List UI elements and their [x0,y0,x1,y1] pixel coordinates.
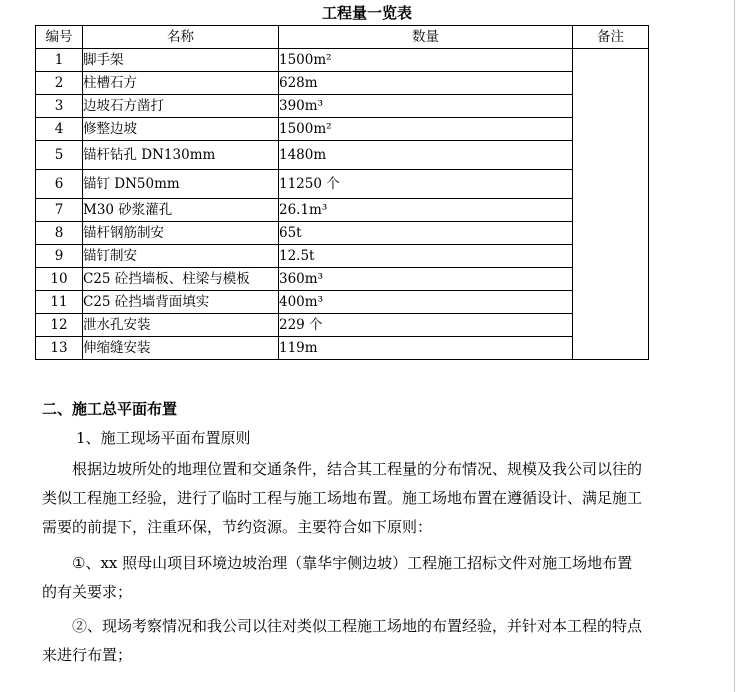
cell-name: 泄水孔安装 [83,314,279,337]
cell-name: 柱槽石方 [83,72,279,95]
cell-no: 7 [36,199,83,222]
cell-name: C25 砼挡墙背面填实 [83,291,279,314]
table-row [36,170,649,199]
cell-qty: 1500m² [279,49,573,72]
section-heading: 二、施工总平面布置 [42,400,178,418]
cell-qty: 360m³ [279,268,573,291]
header-name: 名称 [83,26,279,49]
paragraph: ①、xx 照母山项目环境边坡治理（靠华宇侧边坡）工程施工招标文件对施工场地布置的有关要求； [42,554,633,601]
table-row [36,314,649,337]
cell-no: 8 [36,222,83,245]
cell-no: 13 [36,337,83,360]
cell-qty: 65t [279,222,573,245]
cell-no: 11 [36,291,83,314]
cell-no: 12 [36,314,83,337]
cell-no: 9 [36,245,83,268]
header-qty: 数量 [279,26,573,49]
table-title: 工程量一览表 [321,4,412,22]
table-header-row [36,26,649,49]
cell-qty: 400m³ [279,291,573,314]
cell-name: 锚杆钢筋制安 [83,222,279,245]
cell-name: M30 砂浆灌孔 [83,199,279,222]
table-row [36,72,649,95]
header-remark: 备注 [573,26,649,49]
quantity-table [35,25,649,360]
cell-remark [573,49,649,360]
cell-name: 脚手架 [83,49,279,72]
cell-name: 锚杆钻孔 DN130mm [83,141,279,170]
table-row [36,222,649,245]
table-row [36,245,649,268]
cell-no: 10 [36,268,83,291]
cell-no: 2 [36,72,83,95]
sub-heading: 1、施工现场平面布置原则 [76,429,251,447]
cell-name: 修整边坡 [83,118,279,141]
table-row [36,95,649,118]
cell-name: C25 砼挡墙板、柱梁与模板 [83,268,279,291]
cell-qty: 390m³ [279,95,573,118]
cell-qty: 119m [279,337,573,360]
table-row [36,141,649,170]
cell-qty: 11250 个 [279,170,573,199]
page-edge [734,0,735,692]
table-row [36,268,649,291]
cell-no: 1 [36,49,83,72]
cell-qty: 26.1m³ [279,199,573,222]
cell-no: 3 [36,95,83,118]
cell-qty: 1500m² [279,118,573,141]
cell-no: 5 [36,141,83,170]
cell-no: 4 [36,118,83,141]
table-row [36,337,649,360]
paragraph: 根据边坡所处的地理位置和交通条件，结合其工程量的分布情况、规模及我公司以往的类似工程施工经验，进行了临时工程与施工场地布置。施工场地布置在遵循设计、满足施工需要的前提下，注重环保，节约资源。主要符合如下原则： [42,460,643,536]
table-row [36,199,649,222]
table-row [36,118,649,141]
table-body [36,49,649,360]
cell-name: 锚钉 DN50mm [83,170,279,199]
header-no: 编号 [36,26,83,49]
paragraph: ②、现场考察情况和我公司以往对类似工程施工场地的布置经验，并针对本工程的特点来进行布置； [42,617,643,664]
cell-no: 6 [36,170,83,199]
cell-name: 伸缩缝安装 [83,337,279,360]
cell-name: 锚钉制安 [83,245,279,268]
cell-name: 边坡石方凿打 [83,95,279,118]
table-row [36,291,649,314]
cell-qty: 628m [279,72,573,95]
cell-qty: 229 个 [279,314,573,337]
cell-qty: 12.5t [279,245,573,268]
cell-qty: 1480m [279,141,573,170]
table-row [36,49,649,72]
